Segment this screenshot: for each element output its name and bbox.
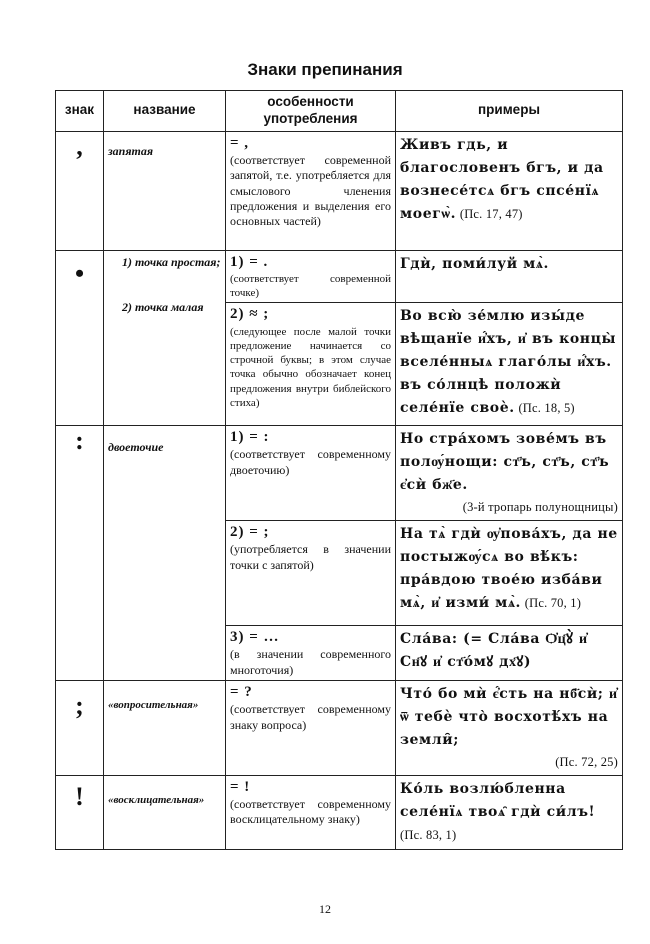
usage-cell xyxy=(226,626,396,681)
example-ref: (Пс. 70, 1) xyxy=(524,596,582,611)
sign-cell: ! xyxy=(56,775,104,849)
example-text: Сла́ва: (= Сла́ва Ѻ҆ц҃ꙋ̀ и҆ Сн҃ꙋ и҆ ст҃о́мꙋ дх҃ꙋ) xyxy=(400,631,588,671)
example-text: Живъ гдь, и благословенъ бгъ, и да вознесе́тсѧ бгъ спсе́нїѧ моегѡ̀. xyxy=(400,136,604,223)
header-name: название xyxy=(104,91,226,132)
usage-cell xyxy=(226,426,396,521)
usage-cell xyxy=(226,681,396,776)
usage-cell xyxy=(226,303,396,426)
sign-cell: , xyxy=(56,131,104,250)
example-text: Но стра́хомъ зове́мъ въ полѹ́нощи: ст҃ъ, ст҃ъ, ст҃ъ є҆сѝ бж҃е. xyxy=(400,431,610,494)
example-text: На тѧ̀ гдѝ ѹ҆пова́хъ, да не постыжѹ́сѧ во вѣ́къ: пра́вдою твое́ю изба́ви мѧ̀, и҆ изми́ мѧ̀. xyxy=(400,526,618,612)
example-cell xyxy=(396,626,623,681)
example-cell xyxy=(396,521,623,626)
table-row xyxy=(56,775,623,849)
name-line: 2) точка малая xyxy=(122,299,204,314)
example-ref: (Пс. 83, 1) xyxy=(400,828,457,843)
example-cell xyxy=(396,250,623,302)
usage-desc: (употребляется в значении точки с запятой) xyxy=(230,542,391,572)
usage-formula: = ? xyxy=(230,684,253,700)
usage-formula: 1) = . xyxy=(230,253,269,270)
usage-formula: 3) = … xyxy=(230,629,280,645)
usage-desc: (соответствует современному знаку вопроса) xyxy=(230,702,391,732)
sign-cell: • xyxy=(56,250,104,425)
usage-desc: (соответствует современному восклицательному знаку) xyxy=(230,797,391,827)
usage-desc: (соответствует современному двоеточию) xyxy=(230,447,391,477)
table-row xyxy=(56,131,623,250)
example-cell xyxy=(396,775,623,849)
usage-desc: (соответствует современной точке) xyxy=(230,272,391,300)
usage-desc: (в значении современного многоточия) xyxy=(230,647,391,677)
example-text: Гдѝ, поми́луй мѧ̀. xyxy=(400,255,549,272)
example-cell xyxy=(396,303,623,426)
table-row xyxy=(56,250,623,302)
usage-desc: (соответствует современной запятой, т.е. употребляется для смыслового членения предложения и выделения его основных частей) xyxy=(230,152,391,229)
sign-cell: : xyxy=(56,426,104,681)
example-cell xyxy=(396,426,623,521)
table-row xyxy=(56,426,623,521)
usage-cell xyxy=(226,521,396,626)
usage-formula: 2) = ; xyxy=(230,524,270,540)
example-cell xyxy=(396,681,623,776)
example-ref: (3-й тропарь полунощницы) xyxy=(462,500,618,515)
page-title: Знаки препинания xyxy=(247,60,403,79)
example-cell xyxy=(396,131,623,250)
usage-cell xyxy=(226,250,396,302)
name-cell: запятая xyxy=(104,131,226,250)
example-ref: (Пс. 17, 47) xyxy=(459,207,523,222)
usage-formula: 2) ≈ ; xyxy=(230,306,270,323)
example-text: Во всю̀ зе́млю изы́де вѣщанїе и҆́хъ, и҆ въ концы̀ вселе́нныѧ глаго́лы и҆́хъ. въ со́лнцѣ положѝ селе́нїе своѐ. xyxy=(400,308,617,417)
name-cell: «вопросительная» xyxy=(104,681,226,776)
page-number: 12 xyxy=(319,902,331,916)
name-cell: двоеточие xyxy=(104,426,226,681)
example-text: Что́ бо мѝ є҆́сть на нб҃сѝ; и҆ ѿ тебѐ что̀ восхотѣ́хъ на земли̑; xyxy=(400,686,618,749)
usage-desc: (следующее после малой точки предложение начинается со строчной буквы; в этом случае точка обычно обозначает конец предложения внутри библейского стиха) xyxy=(230,325,391,410)
example-ref: (Пс. 72, 25) xyxy=(555,755,618,770)
usage-formula: = , xyxy=(230,134,250,151)
usage-cell xyxy=(226,775,396,849)
header-examples: примеры xyxy=(396,91,623,132)
name-cell xyxy=(104,250,226,425)
name-line: 1) точка простая; xyxy=(122,254,221,269)
header-usage: особенности употребления xyxy=(226,91,396,132)
header-sign: знак xyxy=(56,91,104,132)
example-ref: (Пс. 18, 5) xyxy=(518,401,575,416)
sign-cell: ; xyxy=(56,681,104,776)
usage-formula: 1) = : xyxy=(230,429,270,446)
name-cell: «восклицательная» xyxy=(104,775,226,849)
punctuation-table xyxy=(55,90,623,850)
usage-formula: = ! xyxy=(230,778,251,795)
table-header-row xyxy=(56,91,623,132)
example-text: Ко́ль возлю́бленна селе́нїѧ твоѧ̑ гдѝ си́лъ! xyxy=(400,780,596,820)
table-row xyxy=(56,681,623,776)
usage-cell xyxy=(226,131,396,250)
